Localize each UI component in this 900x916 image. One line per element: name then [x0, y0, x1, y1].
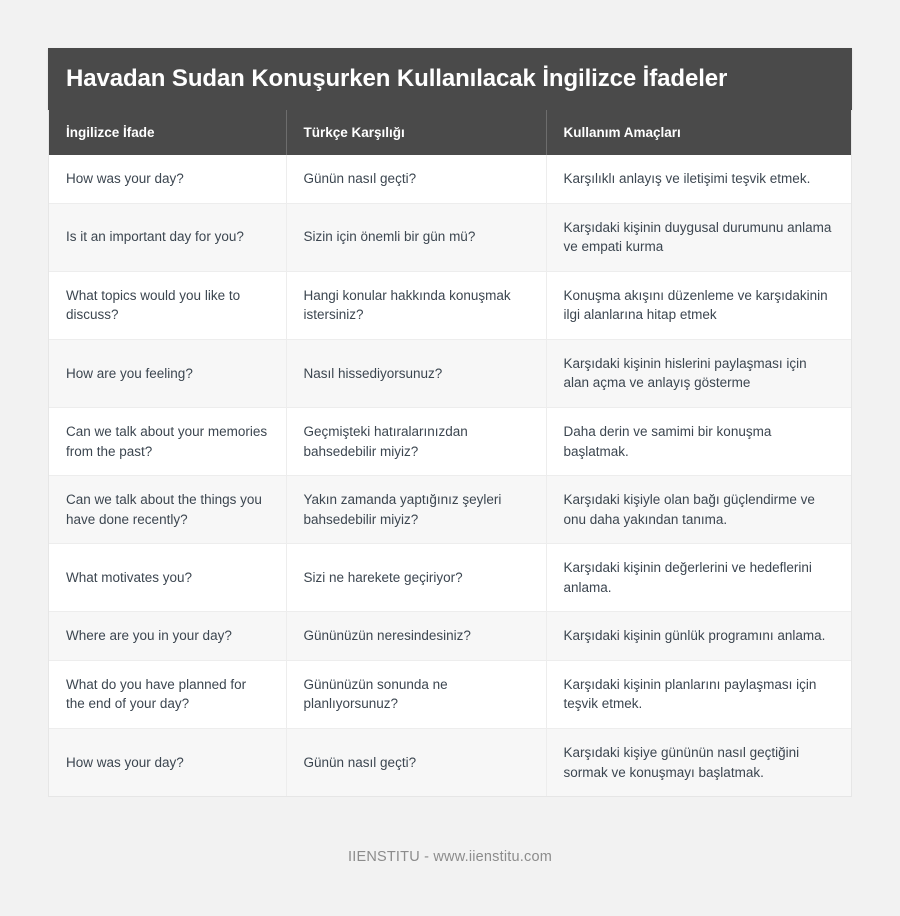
table-cell-english: How was your day? — [49, 155, 286, 203]
table-cell-english: What motivates you? — [49, 544, 286, 612]
title-bar — [48, 48, 852, 110]
phrases-table-container — [48, 110, 852, 797]
table-row — [49, 476, 851, 544]
table-cell-turkish: Günün nasıl geçti? — [286, 729, 546, 797]
table-row — [49, 271, 851, 339]
footer — [48, 797, 852, 916]
table-cell-purpose: Daha derin ve samimi bir konuşma başlatmak. — [546, 407, 851, 475]
table-cell-purpose: Karşıdaki kişinin günlük programını anlama. — [546, 612, 851, 661]
column-header-turkish: Türkçe Karşılığı — [286, 110, 546, 155]
table-row — [49, 612, 851, 661]
table-cell-purpose: Karşıdaki kişiye gününün nasıl geçtiğini sormak ve konuşmayı başlatmak. — [546, 729, 851, 797]
table-cell-turkish: Hangi konular hakkında konuşmak istersiniz? — [286, 271, 546, 339]
table-row — [49, 407, 851, 475]
table-cell-english: Where are you in your day? — [49, 612, 286, 661]
table-cell-purpose: Konuşma akışını düzenleme ve karşıdakinin ilgi alanlarına hitap etmek — [546, 271, 851, 339]
table-cell-turkish: Günün nasıl geçti? — [286, 155, 546, 203]
table-cell-english: Can we talk about your memories from the past? — [49, 407, 286, 475]
table-cell-purpose: Karşıdaki kişinin duygusal durumunu anlama ve empati kurma — [546, 203, 851, 271]
table-cell-turkish: Sizi ne harekete geçiriyor? — [286, 544, 546, 612]
phrases-table — [49, 110, 851, 796]
table-cell-turkish: Gününüzün sonunda ne planlıyorsunuz? — [286, 660, 546, 728]
table-cell-turkish: Nasıl hissediyorsunuz? — [286, 339, 546, 407]
column-header-english: İngilizce İfade — [49, 110, 286, 155]
column-header-purpose: Kullanım Amaçları — [546, 110, 851, 155]
table-cell-purpose: Karşıdaki kişinin hislerini paylaşması için alan açma ve anlayış gösterme — [546, 339, 851, 407]
table-cell-turkish: Gününüzün neresindesiniz? — [286, 612, 546, 661]
table-header-row — [49, 110, 851, 155]
footer-branding: IIENSTITU - www.iienstitu.com — [348, 848, 552, 865]
table-row — [49, 660, 851, 728]
table-row — [49, 544, 851, 612]
page-title: Havadan Sudan Konuşurken Kullanılacak İngilizce İfadeler — [66, 65, 728, 93]
table-cell-english: Is it an important day for you? — [49, 203, 286, 271]
table-row — [49, 729, 851, 797]
table-cell-purpose: Karşıdaki kişinin planlarını paylaşması için teşvik etmek. — [546, 660, 851, 728]
table-cell-english: What do you have planned for the end of your day? — [49, 660, 286, 728]
table-cell-turkish: Sizin için önemli bir gün mü? — [286, 203, 546, 271]
table-cell-english: How was your day? — [49, 729, 286, 797]
table-cell-english: What topics would you like to discuss? — [49, 271, 286, 339]
table-row — [49, 339, 851, 407]
table-body — [49, 155, 851, 796]
table-cell-purpose: Karşılıklı anlayış ve iletişimi teşvik etmek. — [546, 155, 851, 203]
table-cell-turkish: Yakın zamanda yaptığınız şeyleri bahsedebilir miyiz? — [286, 476, 546, 544]
table-cell-purpose: Karşıdaki kişiyle olan bağı güçlendirme ve onu daha yakından tanıma. — [546, 476, 851, 544]
table-head — [49, 110, 851, 155]
table-row — [49, 155, 851, 203]
table-cell-turkish: Geçmişteki hatıralarınızdan bahsedebilir miyiz? — [286, 407, 546, 475]
table-cell-english: Can we talk about the things you have done recently? — [49, 476, 286, 544]
table-cell-purpose: Karşıdaki kişinin değerlerini ve hedeflerini anlama. — [546, 544, 851, 612]
table-cell-english: How are you feeling? — [49, 339, 286, 407]
table-row — [49, 203, 851, 271]
